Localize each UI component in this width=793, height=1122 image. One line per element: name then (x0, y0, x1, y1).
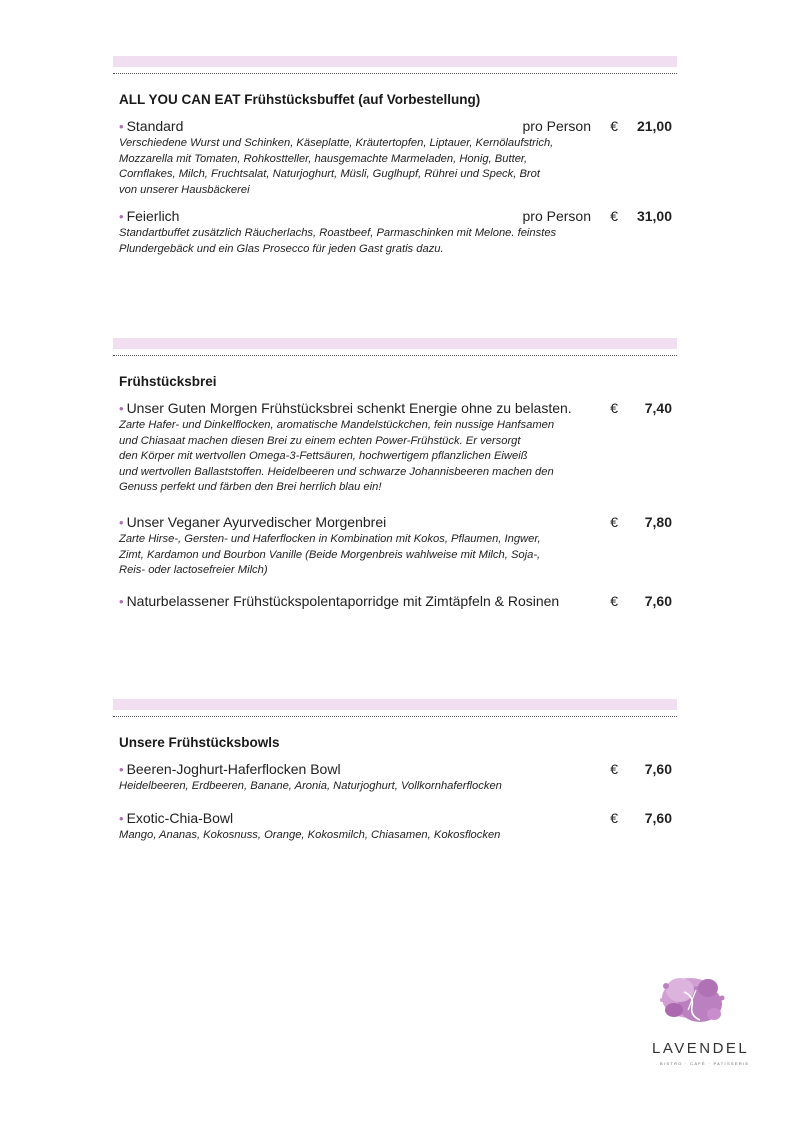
section-title: Unsere Frühstücksbowls (119, 735, 280, 750)
dotted-divider (113, 73, 677, 74)
bullet-icon: • (119, 594, 124, 609)
item-price: 7,80 (644, 514, 672, 530)
menu-item-feierlich (119, 208, 675, 257)
section-band (113, 56, 677, 67)
item-price: 7,60 (644, 761, 672, 777)
section-title: Frühstücksbrei (119, 374, 217, 389)
section-fruehstuecksbowls (113, 699, 677, 841)
item-description: Verschiedene Wurst und Schinken, Käseplatte, Kräutertopfen, Liptauer, Kernölaufstrich, Mozzarella mit Tomaten, Rohkostteller, hausgemachte Marmeladen, Honig, Butter, Cornflakes, Milch, Fruchtsalat, Naturjoghurt, Müsli, Guglhupf, Rührei und Speck, Brot von unserer Hausbäckerei (119, 137, 554, 196)
item-description: Mango, Ananas, Kokosnuss, Orange, Kokosmilch, Chiasamen, Kokosflocken (119, 829, 501, 841)
menu-item-polentaporridge (119, 593, 675, 610)
bullet-icon: • (119, 762, 124, 777)
item-currency: € (610, 810, 618, 826)
item-name: Unser Guten Morgen Frühstücksbrei schenkt Energie ohne zu belasten. (126, 400, 572, 416)
brand-name: LAVENDEL (652, 1040, 750, 1057)
item-currency: € (610, 400, 618, 416)
menu-item-exotic-chia-bowl (119, 810, 675, 844)
item-price: 21,00 (636, 118, 672, 134)
bullet-icon: • (119, 401, 124, 416)
item-name: Beeren-Joghurt-Haferflocken Bowl (126, 761, 341, 777)
brand-tagline: BISTRO · CAFÉ · PATISSERIE (660, 1061, 750, 1066)
section-band (113, 338, 677, 349)
item-currency: € (610, 593, 618, 609)
item-currency: € (610, 761, 618, 777)
item-name: Standard (126, 118, 184, 134)
dotted-divider (113, 716, 677, 717)
section-band (113, 699, 677, 710)
item-unit: pro Person (522, 118, 591, 134)
item-description: Zarte Hirse-, Gersten- und Haferflocken in Kombination mit Kokos, Pflaumen, Ingwer, Zimt, Kardamon und Bourbon Vanille (Beide Morgenbreis wahlweise mit Milch, Soja-, Reis- oder lactosefreier Milch) (119, 533, 541, 577)
section-buffet (113, 56, 677, 255)
lavender-logo-icon (644, 966, 744, 1076)
item-price: 7,60 (644, 593, 672, 609)
item-currency: € (610, 208, 618, 224)
menu-item-standard (119, 118, 675, 198)
item-price: 7,40 (644, 400, 672, 416)
item-description: Standartbuffet zusätzlich Räucherlachs, Roastbeef, Parmaschinken mit Melone. feinstes Plundergebäck und ein Glas Prosecco für jeden Gast gratis dazu. (119, 227, 557, 255)
item-unit: pro Person (522, 208, 591, 224)
item-name: Exotic-Chia-Bowl (126, 810, 234, 826)
item-description: Zarte Hafer- und Dinkelflocken, aromatische Mandelstückchen, fein nussige Hanfsamen und Chiasaat machen diesen Brei zu einem echten Power-Frühstück. Er versorgt den Körper mit wertvollen Omega-3-Fettsäuren, hochwertigem pflanzlichen Eiweiß und wertvollen Ballaststoffen. Heidelbeeren und schwarze Johannisbeeren machen den Genuss perfekt und färben den Brei herrlich blau ein! (119, 419, 555, 494)
menu-item-guten-morgen-brei (119, 400, 675, 496)
bullet-icon: • (119, 119, 124, 134)
section-title: ALL YOU CAN EAT Frühstücksbuffet (auf Vorbestellung) (119, 92, 481, 107)
item-currency: € (610, 118, 618, 134)
item-currency: € (610, 514, 618, 530)
item-description: Heidelbeeren, Erdbeeren, Banane, Aronia, Naturjoghurt, Vollkornhaferflocken (119, 780, 502, 792)
item-name: Naturbelassener Frühstückspolentaporridge mit Zimtäpfeln & Rosinen (126, 593, 560, 609)
menu-item-ayurvedischer-morgenbrei (119, 514, 675, 579)
item-price: 7,60 (644, 810, 672, 826)
bullet-icon: • (119, 515, 124, 530)
item-name: Feierlich (126, 208, 180, 224)
item-price: 31,00 (636, 208, 672, 224)
bullet-icon: • (119, 811, 124, 826)
bullet-icon: • (119, 209, 124, 224)
section-fruehstuecksbrei (113, 338, 677, 609)
menu-item-beeren-bowl (119, 761, 675, 795)
dotted-divider (113, 355, 677, 356)
item-name: Unser Veganer Ayurvedischer Morgenbrei (126, 514, 387, 530)
